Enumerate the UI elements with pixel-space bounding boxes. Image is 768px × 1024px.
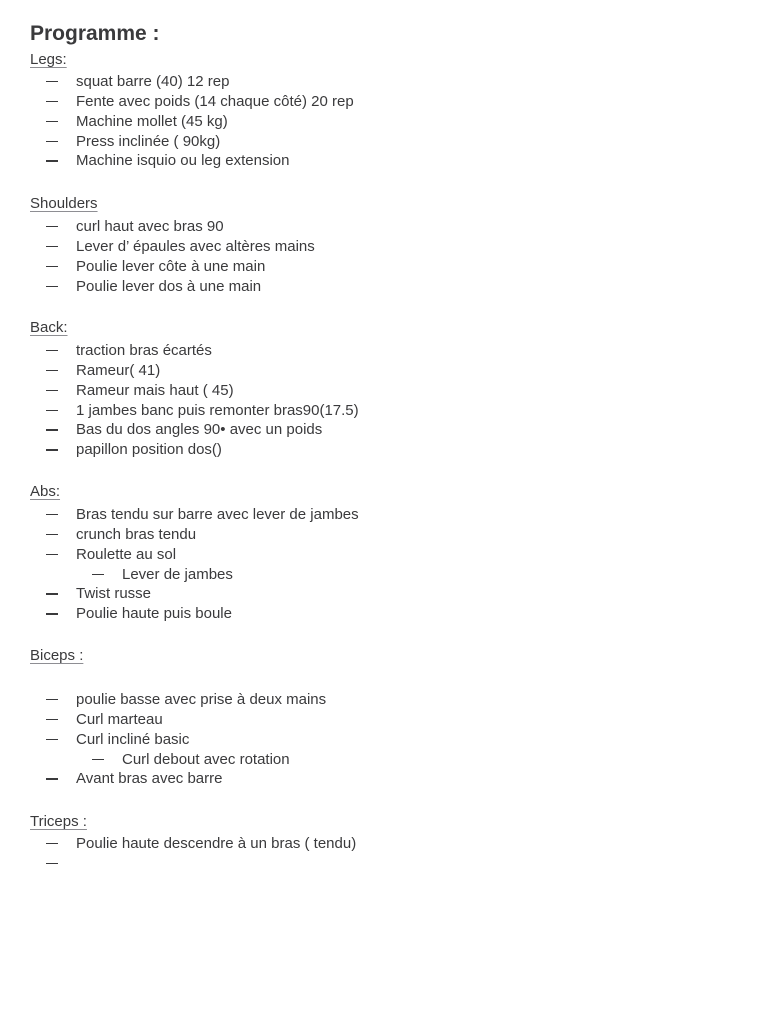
dash-bullet-icon	[46, 699, 58, 700]
dash-bullet-icon	[46, 429, 58, 430]
dash-bullet-icon	[46, 101, 58, 102]
dash-bullet-icon	[46, 843, 58, 844]
section-heading-back[interactable]: Back:	[30, 319, 68, 336]
dash-bullet-icon	[46, 613, 58, 614]
dash-bullet-icon	[46, 286, 58, 287]
dash-bullet-icon	[92, 574, 104, 575]
dash-bullet-icon	[46, 593, 58, 594]
dash-bullet-icon	[46, 554, 58, 555]
dash-bullet-icon	[46, 719, 58, 720]
section-heading-biceps[interactable]: Biceps :	[30, 647, 84, 664]
dash-bullet-icon	[46, 390, 58, 391]
dash-bullet-icon	[46, 121, 58, 122]
dash-bullet-icon	[46, 246, 58, 247]
dash-bullet-icon	[46, 160, 58, 161]
dash-bullet-icon	[46, 410, 58, 411]
note-body[interactable]: Programme : Legs: squat barre (40) 12 rep Fente avec poids (14 chaque côté) 20 rep Machine mollet (45 kg) Press inclinée ( 90kg) Machine isquio ou leg extension Shoulders curl haut avec bras 90 Lever d’ épaules avec altères mains Poulie lever côte à une main Poulie lever dos à une main Back: traction bras écartés Rameur( 41) Rameur mais haut ( 45) 1 jambes banc puis remonter bras90(17.5) Bas du dos angles 90• avec un poids papillon position dos() Abs: Bras tendu sur barre avec lever de jambes crunch bras tendu Roulette au sol Lever de jambes Twist russe Poulie haute puis boule Biceps : poulie basse avec prise à deux mains Curl marteau Curl incliné basic Curl debout avec rotation Avant bras avec barre Triceps : Poulie haute descendre à un bras ( tendu)	[0, 0, 768, 1024]
section-heading-legs[interactable]: Legs:	[30, 51, 67, 68]
dash-bullet-icon	[46, 514, 58, 515]
dash-bullet-icon	[46, 141, 58, 142]
section-heading-shoulders[interactable]: Shoulders	[30, 195, 98, 212]
dash-bullet-icon	[46, 370, 58, 371]
dash-bullet-icon	[46, 863, 58, 864]
section-heading-triceps[interactable]: Triceps :	[30, 813, 87, 830]
dash-bullet-icon	[46, 534, 58, 535]
dash-bullet-icon	[46, 778, 58, 779]
dash-bullet-icon	[46, 226, 58, 227]
dash-bullet-icon	[46, 449, 58, 450]
dash-bullet-icon	[46, 350, 58, 351]
section-heading-abs[interactable]: Abs:	[30, 483, 61, 500]
dash-bullet-icon	[46, 81, 58, 82]
dash-bullet-icon	[92, 759, 104, 760]
dash-bullet-icon	[46, 266, 58, 267]
note-title[interactable]: Programme :	[30, 22, 160, 45]
dash-bullet-icon	[46, 739, 58, 740]
